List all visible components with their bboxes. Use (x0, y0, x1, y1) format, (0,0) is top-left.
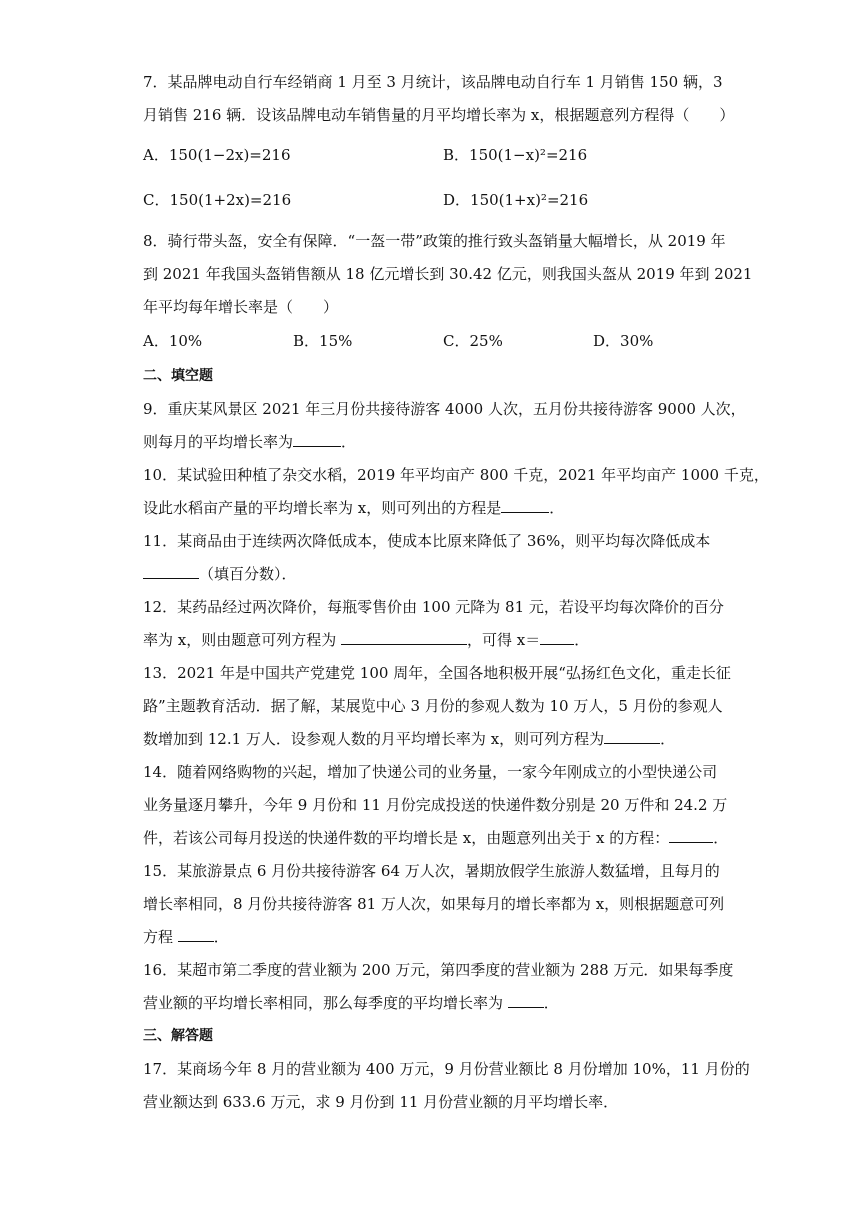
answer-blank[interactable] (501, 498, 549, 513)
q7-line-2: 月销售 216 辆．设该品牌电动车销售量的月平均增长率为 x，根据题意列方程得（ ） (143, 106, 735, 124)
q8-option-c: C．25% (443, 332, 503, 350)
q14-line-2: 业务量逐月攀升，今年 9 月份和 11 月份完成投送的快递件数分别是 20 万件和 24.2 万 (143, 796, 728, 814)
q17-line-2: 营业额达到 633.6 万元，求 9 月份到 11 月份营业额的月平均增长率． (143, 1093, 619, 1111)
q8-option-b: B．15% (293, 332, 353, 350)
answer-blank[interactable] (669, 828, 713, 843)
q8-line-1: 8．骑行带头盔，安全有保障．“一盔一带”政策的推行致头盔销量大幅增长，从 2019 年 (143, 232, 726, 250)
answer-blank[interactable] (178, 927, 214, 942)
q8-line-2: 到 2021 年我国头盔销售额从 18 亿元增长到 30.42 亿元，则我国头盔从 2019 年到 2021 (143, 265, 753, 283)
section-heading-solve: 三、解答题 (143, 1028, 213, 1044)
answer-blank[interactable] (293, 432, 341, 447)
q7-option-d: D．150(1+x)²=216 (443, 191, 589, 209)
q14-line-1: 14．随着网络购物的兴起，增加了快递公司的业务量，一家今年刚成立的小型快递公司 (143, 763, 718, 781)
q16-line-1: 16．某超市第二季度的营业额为 200 万元，第四季度的营业额为 288 万元．如果每季度 (143, 961, 734, 979)
q16-line-2: 营业额的平均增长率相同，那么每季度的平均增长率为 ． (143, 994, 559, 1012)
q8-option-d: D．30% (593, 332, 654, 350)
q7-option-b: B．150(1−x)²=216 (443, 146, 588, 164)
q11-line-1: 11．某商品由于连续两次降低成本，使成本比原来降低了 36%，则平均每次降低成本 (143, 532, 711, 550)
q7-option-c: C．150(1+2x)=216 (143, 191, 292, 209)
q7-option-a: A．150(1−2x)=216 (143, 146, 291, 164)
answer-blank[interactable] (604, 729, 660, 744)
q8-line-3: 年平均每年增长率是（ ） (143, 298, 339, 316)
q15-line-1: 15．某旅游景点 6 月份共接待游客 64 万人次，暑期放假学生旅游人数猛增，且每月的 (143, 862, 720, 880)
q15-line-3: 方程 ． (143, 928, 229, 946)
q12-line-1: 12．某药品经过两次降价，每瓶零售价由 100 元降为 81 元，若设平均每次降价的百分 (143, 598, 724, 616)
q10-line-1: 10．某试验田种植了杂交水稻，2019 年平均亩产 800 千克，2021 年平均亩产 1000 千克， (143, 466, 769, 484)
q8-option-a: A．10% (143, 332, 203, 350)
answer-blank[interactable] (540, 630, 574, 645)
section-heading-fill-in: 二、填空题 (143, 368, 213, 384)
q7-line-1: 7．某品牌电动自行车经销商 1 月至 3 月统计，该品牌电动自行车 1 月销售 150 辆，3 (143, 73, 723, 91)
q9-line-1: 9．重庆某风景区 2021 年三月份共接待游客 4000 人次，五月份共接待游客 9000 人次， (143, 400, 746, 418)
q10-line-2: 设此水稻亩产量的平均增长率为 x，则可列出的方程是 ． (143, 499, 565, 517)
q17-line-1: 17．某商场今年 8 月的营业额为 400 万元，9 月份营业额比 8 月份增加 10%，11 月份的 (143, 1060, 750, 1078)
q15-line-2: 增长率相同，8 月份共接待游客 81 万人次，如果每月的增长率都为 x，则根据题意可列 (143, 895, 725, 913)
answer-blank[interactable] (508, 993, 544, 1008)
q12-line-2: 率为 x，则由题意可列方程为 ，可得 x＝ ． (143, 631, 590, 649)
q13-line-2: 路”主题教育活动．据了解，某展览中心 3 月份的参观人数为 10 万人，5 月份的参观人 (143, 697, 723, 715)
answer-blank[interactable] (143, 564, 199, 579)
q14-line-3: 件，若该公司每月投送的快递件数的平均增长是 x，由题意列出关于 x 的方程： ． (143, 829, 729, 847)
q13-line-1: 13．2021 年是中国共产党建党 100 周年，全国各地积极开展“弘扬红色文化，重走长征 (143, 664, 731, 682)
q13-line-3: 数增加到 12.1 万人．设参观人数的月平均增长率为 x，则可列方程为 ． (143, 730, 676, 748)
q9-line-2: 则每月的平均增长率为 ． (143, 433, 357, 451)
answer-blank[interactable] (341, 630, 467, 645)
q11-line-2: （填百分数）． (143, 564, 297, 584)
